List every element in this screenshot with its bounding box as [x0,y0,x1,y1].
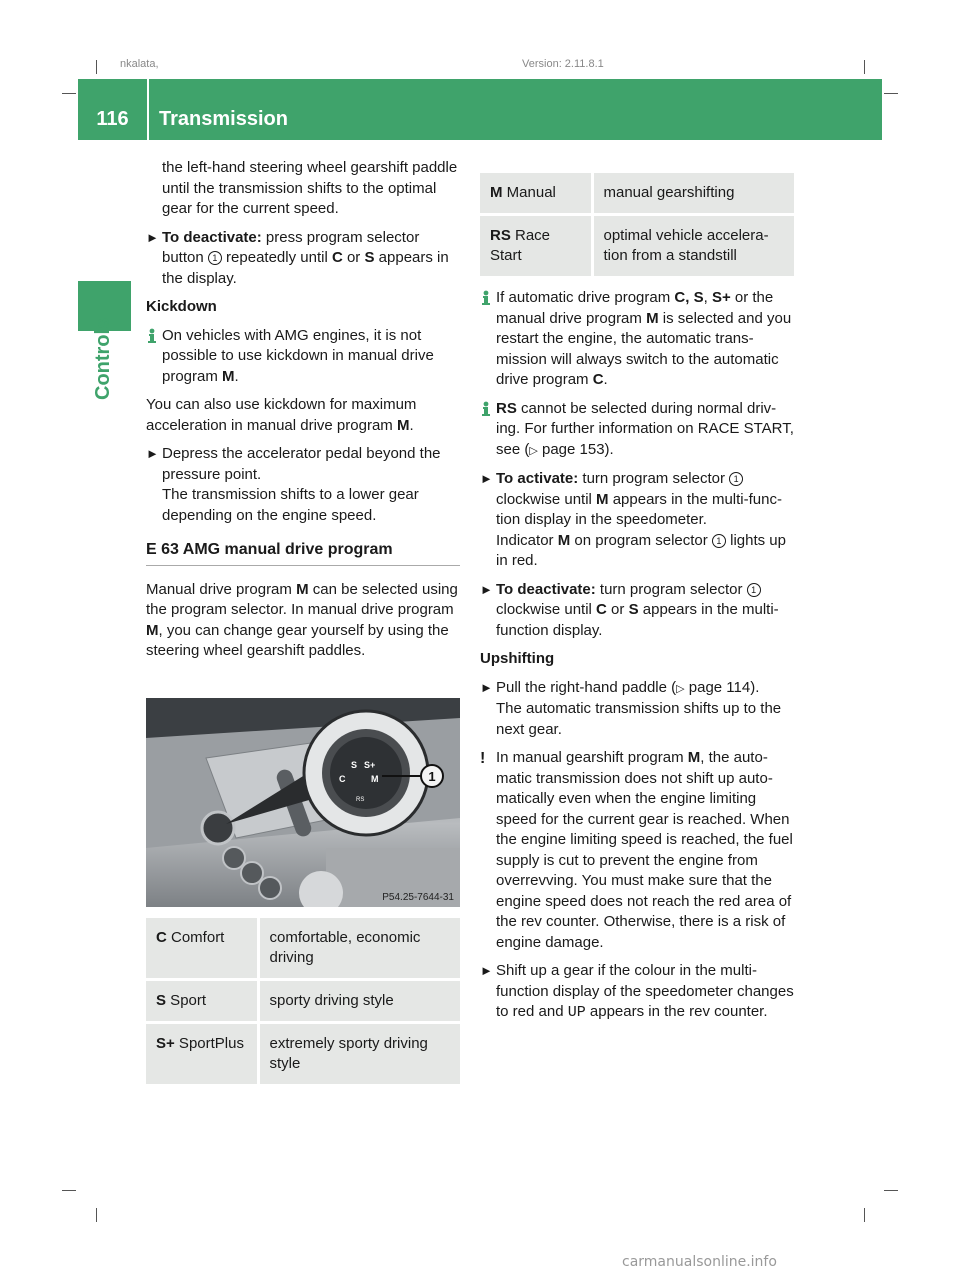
text: C [331,249,343,266]
text: can be selected using the program selector. In manual drive program [146,580,458,618]
text: , [703,289,712,306]
subheading-kickdown: Kickdown [146,298,217,315]
text: press program selector button [162,228,420,266]
result-text: The automatic transmission shifts up to the next gear. [496,700,782,738]
callout-1-icon: 1 [208,251,222,265]
table-cell: comfortable, economic driving [258,918,460,980]
instruction-activate [480,469,795,572]
table-cell: manual gearshifting [592,173,794,215]
paragraph [146,580,460,662]
table-row [146,918,460,980]
callout-1-icon: 1 [747,583,761,597]
arrow-icon: ► [480,679,493,695]
arrow-icon: ► [480,963,493,978]
name: SportPlus [174,1035,244,1052]
text: M [646,309,659,327]
text: S [364,249,375,266]
text: C [596,601,607,618]
crop-mark [96,60,97,74]
svg-text:C: C [339,774,346,784]
text: M [557,531,571,549]
text: M [396,416,410,434]
table-cell: optimal vehicle acceleration from a standstill [592,215,794,278]
drive-program-table-left [146,918,460,1087]
crop-mark [96,1208,97,1222]
svg-text:S: S [351,760,358,770]
text: Pull the right-hand paddle ( [496,678,677,696]
info-icon [480,290,492,306]
left-column [146,158,460,670]
text: On vehicles with AMG engines, it is not possible to use kickdown in manual drive program [162,326,434,385]
callout-1-icon: 1 [712,534,726,548]
text: is selected and you restart the engine, the automatic transmission will always switch to the automatic drive program [496,309,792,388]
arrow-icon: ► [146,446,159,461]
text: M [296,580,309,598]
info-note [146,326,460,388]
crop-mark [884,93,898,94]
arrow-icon: ► [480,581,493,597]
name: Race Start [490,227,551,264]
text: . [603,371,608,388]
table-row [480,215,794,278]
label: To activate: [496,470,579,487]
label: To deactivate: [496,580,596,598]
paragraph [146,395,460,436]
text: or [606,601,629,618]
crop-mark [864,1208,865,1222]
page-title: Transmission [159,108,288,130]
table-cell: sporty driving style [258,980,460,1023]
text: . [234,367,239,385]
name: Manual [502,184,556,201]
text: appears in the multi-function display in the speedometer. [496,490,782,528]
table-cell [146,1023,258,1086]
table-cell [146,918,258,980]
name: Comfort [166,929,225,946]
text: If automatic drive program [496,289,675,306]
name: Sport [166,992,207,1009]
info-icon [146,328,158,344]
text: lights up in red. [496,531,786,569]
table-row [146,980,460,1023]
label: To deactivate: [162,228,262,246]
table-row [146,1023,460,1086]
drive-program-table-right [480,173,794,279]
text: , you can change gear yourself by using the steering wheel gearshift paddles. [146,621,449,659]
instruction-shift-up [480,961,795,1024]
table-row [480,173,794,215]
key: S+ [156,1035,175,1052]
text: or the manual drive program [496,289,774,327]
header-divider [147,79,149,140]
text: the left-hand steering wheel gearshift paddle until the transmission shifts to the optimal gear for the current speed. [162,159,458,217]
instruction-deactivate [146,228,460,290]
text: , the automatic transmission does not shift up automatically even when the engine limiting speed for the current gear is reached. When the engine limiting speed is reached, the fuel supply is cut to prevent the engine from overrevving. You must make sure that the engine speed does not reach the red area of the rev counter. Otherwise, there is a risk of engine damage. [496,749,793,951]
text: You can also use kickdown for maximum acceleration in manual drive program [146,396,417,434]
table-cell [480,215,592,278]
callout-1-icon: 1 [729,472,743,486]
program-selector-photo [146,698,460,907]
right-column [480,288,795,1032]
meta-user: nkalata, [120,58,159,70]
text: C, S [674,289,704,306]
page-ref-icon: ▷ [676,682,685,695]
svg-text:S+: S+ [364,760,376,770]
info-note [480,288,795,391]
crop-mark [62,93,76,94]
text: M [146,621,159,639]
text: or [342,249,365,266]
text: repeatedly until [221,249,332,266]
subheading-upshifting: Upshifting [480,650,555,667]
result-text [496,531,795,572]
text: Indicator [496,531,558,549]
table-cell [480,173,592,215]
arrow-icon: ► [480,471,493,486]
text: cannot be selected during normal driving. For further information on RACE START, see ( [496,399,794,458]
text: turn program selector [578,470,730,487]
text: Manual drive program [146,580,297,598]
crop-mark [62,1190,76,1191]
photo-callout-number: 1 [428,769,436,784]
text: M [687,749,701,766]
info-note [480,399,795,462]
text: on program selector [570,531,712,549]
text: In manual gearshift program [496,749,688,766]
section-heading: E 63 AMG manual drive program [146,540,460,566]
instruction-depress [146,444,460,526]
svg-text:RS: RS [356,797,365,803]
instruction-deactivate [480,580,795,642]
photo-code: P54.25-7644-31 [382,892,454,903]
key: RS [490,227,511,244]
crop-mark [884,1190,898,1191]
crop-mark [864,60,865,74]
text: Depress the accelerator pedal beyond the pressure point. [162,445,441,483]
display-text: UP [567,1004,586,1021]
text: turn program selector [595,580,747,598]
text: C [592,371,604,388]
text: clockwise until [496,601,597,618]
text: RS [496,399,517,417]
text: . [409,416,414,434]
warning-note [480,748,795,953]
text: appears in the multi-function display. [496,601,779,639]
warning-icon: ! [480,750,486,767]
page-number: 116 [96,108,129,130]
text: M [596,490,609,508]
text [496,469,795,531]
table-cell [146,980,258,1023]
text: page 153). [537,440,614,458]
meta-version: Version: 2.11.8.1 [522,58,604,70]
arrow-icon: ► [146,229,159,245]
key: M [490,184,503,201]
page-ref-icon: ▷ [529,444,538,457]
text: appears in the rev counter. [585,1003,768,1020]
photo-illustration [146,698,460,907]
text: appears in the display. [162,249,449,287]
result-text: The transmission shifts to a lower gear depending on the engine speed. [162,486,419,524]
table-cell: extremely sporty driving style [258,1023,460,1086]
side-tab-label: Controls [92,317,114,400]
text: M [222,367,235,385]
instruction-pull-paddle [480,678,795,741]
info-icon [480,401,492,417]
key: S [156,992,167,1009]
svg-text:M: M [371,774,379,784]
text: Shift up a gear if the colour in the multifunction display of the speedometer changes to red and [496,962,794,1020]
text: page 114). [684,678,760,696]
paragraph [146,158,460,220]
text [496,678,795,700]
text: S [628,601,639,618]
text: S+ [711,289,731,306]
key: C [156,929,167,946]
text: clockwise until [496,490,597,508]
footer-watermark: carmanualsonline.info [622,1254,777,1270]
